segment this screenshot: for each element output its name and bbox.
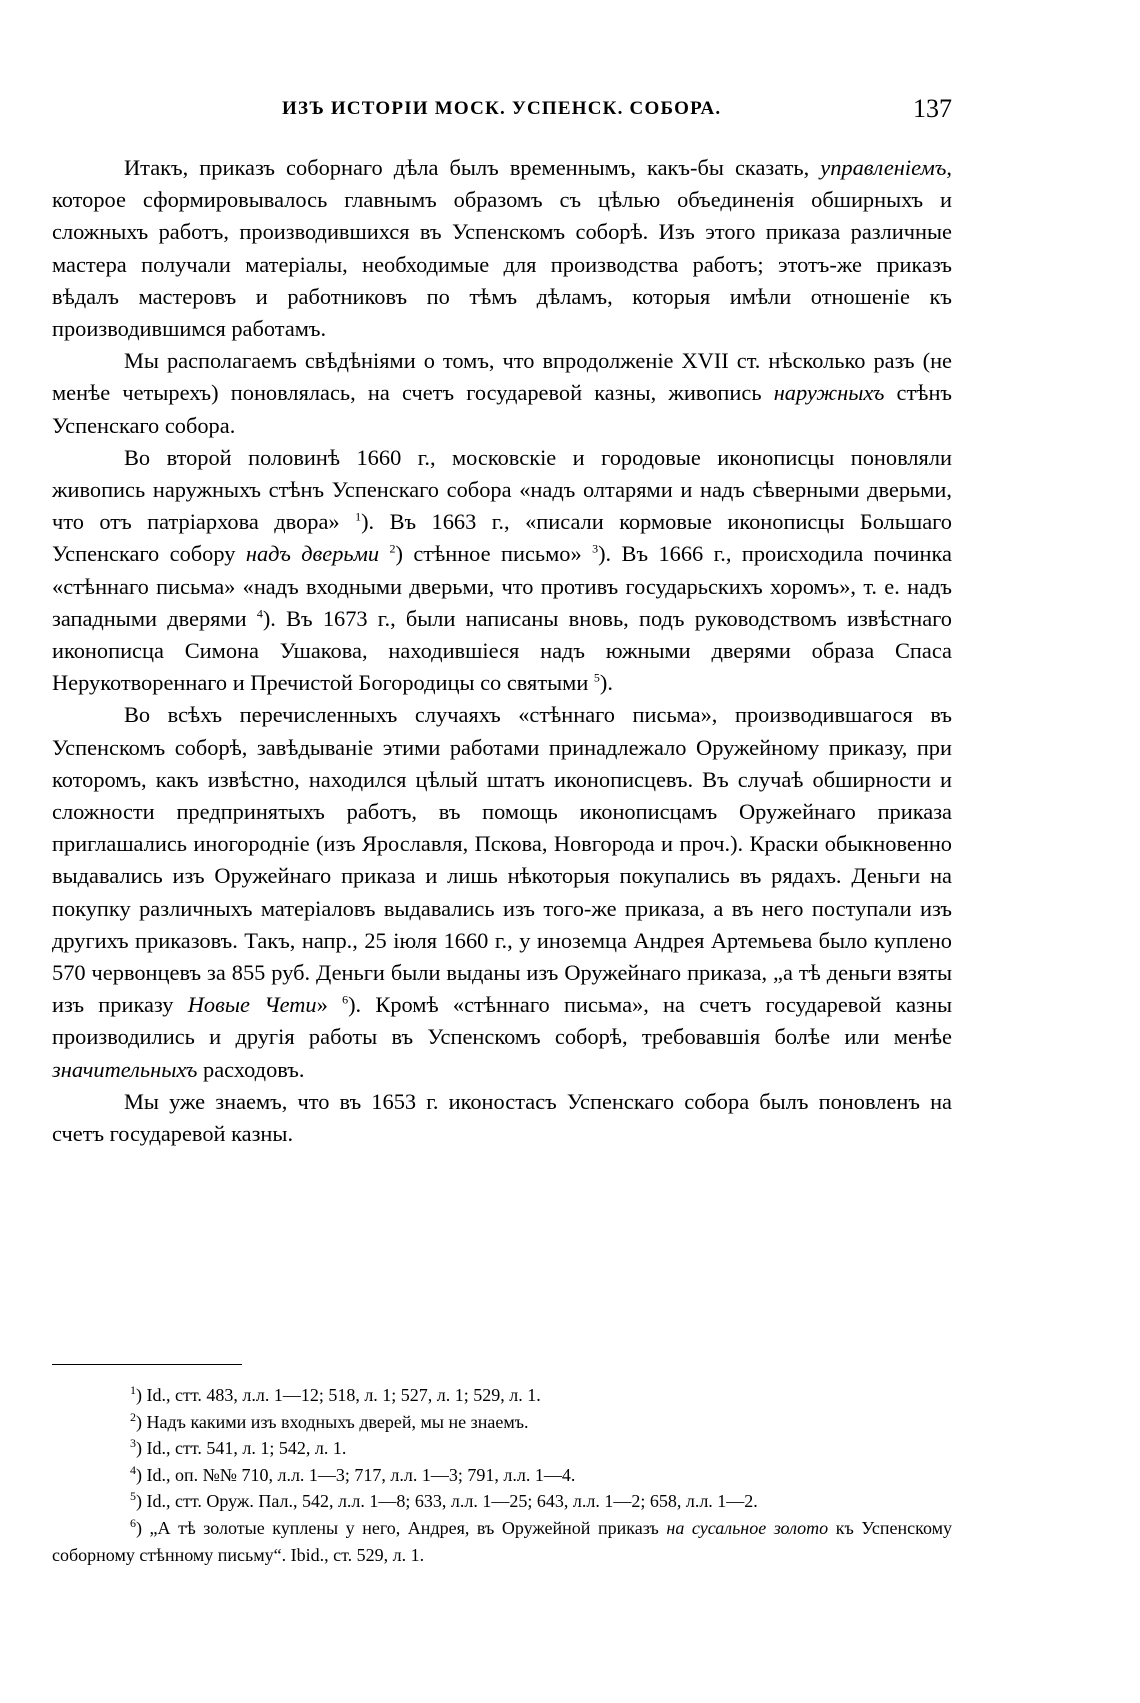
footnote-marker: 2 bbox=[389, 541, 396, 556]
footnote-marker: 4 bbox=[256, 606, 263, 621]
text-run: ) Id., стт. Оруж. Пал., 542, л.л. 1—8; 633, л.л. 1—25; 643, л.л. 1—2; 658, л.л. 1—2. bbox=[136, 1491, 758, 1512]
italic-text: наружныхъ bbox=[773, 380, 885, 406]
text-run: ) Id., стт. 541, л. 1; 542, л. 1. bbox=[136, 1438, 347, 1459]
footnote-divider bbox=[52, 1364, 242, 1365]
footnote-marker: 1 bbox=[355, 509, 362, 524]
paragraph bbox=[52, 442, 952, 700]
footnote-marker: 1 bbox=[130, 1383, 136, 1397]
footnote-marker: 3 bbox=[130, 1436, 136, 1451]
paragraph bbox=[52, 699, 952, 1085]
footnote bbox=[52, 1382, 952, 1409]
italic-text: значительныхъ bbox=[52, 1056, 198, 1082]
footnote bbox=[52, 1515, 952, 1568]
footnote-marker: 5 bbox=[593, 670, 600, 685]
footnote bbox=[52, 1462, 952, 1489]
paragraph bbox=[52, 1086, 952, 1150]
page-header bbox=[52, 94, 952, 128]
text-run: » bbox=[316, 992, 343, 1018]
text-run: ) „А тѣ золотые куплены у него, Андрея, въ Оружейной приказъ bbox=[136, 1517, 667, 1538]
text-run: ). Въ 1663 г., «писали кормовые иконописцы Большаго Успенскаго собору bbox=[52, 509, 952, 567]
footnote-marker: 6 bbox=[342, 992, 349, 1007]
text-run: ) Id., оп. №№ 710, л.л. 1—3; 717, л.л. 1—3; 791, л.л. 1—4. bbox=[136, 1464, 576, 1485]
text-run: ) стѣнное письмо» bbox=[395, 541, 593, 567]
footnote bbox=[52, 1488, 952, 1515]
text-run: къ Успенскому соборному стѣнному письму“. Ibid., ст. 529, л. 1. bbox=[52, 1517, 953, 1565]
text-run: Мы уже знаемъ, что въ 1653 г. иконостасъ Успенскаго собора былъ поновленъ на счетъ государевой казны. bbox=[52, 1088, 952, 1147]
footnotes bbox=[52, 1382, 952, 1568]
paragraph bbox=[52, 152, 952, 345]
text-run: ). Въ 1666 г., происходила починка «стѣннаго письма» «надъ входными дверьми, что противъ государьскихъ хоромъ», т. е. надъ западными дверями bbox=[52, 541, 952, 631]
footnote-marker: 5 bbox=[130, 1489, 136, 1504]
text-run: ). bbox=[599, 670, 613, 696]
text-run bbox=[379, 541, 389, 566]
footnote-marker: 2 bbox=[130, 1409, 136, 1424]
text-run: расходовъ. bbox=[197, 1056, 305, 1082]
text-run: Мы располагаемъ свѣдѣніями о томъ, что впродолженіе XVII ст. нѣсколько разъ (не менѣе четырехъ) поновлялась, на счетъ государевой казны, живопись bbox=[52, 348, 952, 406]
footnote bbox=[52, 1435, 952, 1462]
running-title: ИЗЪ ИСТОРІИ МОСК. УСПЕНСК. СОБОРА. bbox=[282, 98, 722, 119]
text-run: Во всѣхъ перечисленныхъ случаяхъ «стѣннаго письма», производившагося въ Успенскомъ соборѣ, завѣдываніе этими работами принадлежало Оружейному приказу, при которомъ, какъ извѣстно, находился цѣлый штатъ иконописцевъ. Въ случаѣ обширности и сложности предпринятыхъ работъ, въ помощь иконописцамъ Оружейнаго приказа приглашались иногородніе (изъ Ярославля, Пскова, Новгорода и проч.). Краски обыкновенно выдавались изъ Оружейнаго приказа и лишь нѣкоторыя покупались въ рядахъ. Деньги на покупку различныхъ матеріаловъ выдавались изъ того-же приказа, а въ него поступали изъ другихъ приказовъ. Такъ, напр., 25 іюля 1660 г., у иноземца Андрея Артемьева было куплено 570 червонцевъ за 855 руб. Деньги были выданы изъ Оружейнаго приказа, „а тѣ деньги взяты изъ приказу bbox=[52, 702, 952, 1018]
italic-text: надъ дверьми bbox=[245, 541, 380, 567]
main-text bbox=[52, 152, 952, 1150]
text-run: ). Кромѣ «стѣннаго письма», на счетъ государевой казны производились и другія работы въ Успенскомъ соборѣ, требовавшія болѣе или менѣе bbox=[52, 992, 953, 1050]
text-run: стѣнъ Успенскаго собора. bbox=[52, 380, 952, 438]
text-run: ) Id., стт. 483, л.л. 1—12; 518, л. 1; 527, л. 1; 529, л. 1. bbox=[136, 1385, 541, 1405]
footnote-marker: 6 bbox=[130, 1515, 136, 1530]
page-number: 137 bbox=[913, 94, 952, 123]
text-run: ). Въ 1673 г., были написаны вновь, подъ руководствомъ извѣстнаго иконописца Симона Ушакова, находившіеся надъ южными дверями образа Спаса Нерукотвореннаго и Пречистой Богородицы со святыми bbox=[52, 605, 952, 696]
footnote-marker: 4 bbox=[130, 1462, 136, 1477]
text-run: Итакъ, приказъ соборнаго дѣла былъ временнымъ, какъ-бы сказать, bbox=[124, 155, 821, 180]
text-run: , которое сформировывалось главнымъ образомъ съ цѣлью объединенія обширныхъ и сложныхъ работъ, производившихся въ Успенскомъ соборѣ. Изъ этого приказа различные мастера получали матеріалы, необходимые для производства работъ; этотъ-же приказъ вѣдалъ мастеровъ и работниковъ по тѣмъ дѣламъ, которыя имѣли отношеніе къ производившимся работамъ. bbox=[52, 155, 952, 342]
text-run: Во второй половинѣ 1660 г., московскіе и городовые иконописцы поновляли живопись наружныхъ стѣнъ Успенскаго собора «надъ олтарями и надъ сѣверными дверьми, что отъ патріархова двора» bbox=[52, 444, 952, 535]
italic-text: Новые Чети bbox=[187, 992, 317, 1018]
italic-text: управленіемъ bbox=[820, 155, 947, 180]
text-run: ) Надъ какими изъ входныхъ дверей, мы не знаемъ. bbox=[136, 1411, 529, 1432]
italic-text: на сусальное золото bbox=[666, 1517, 829, 1538]
paragraph bbox=[52, 345, 952, 442]
footnote-marker: 3 bbox=[592, 541, 599, 556]
footnote bbox=[52, 1409, 952, 1436]
